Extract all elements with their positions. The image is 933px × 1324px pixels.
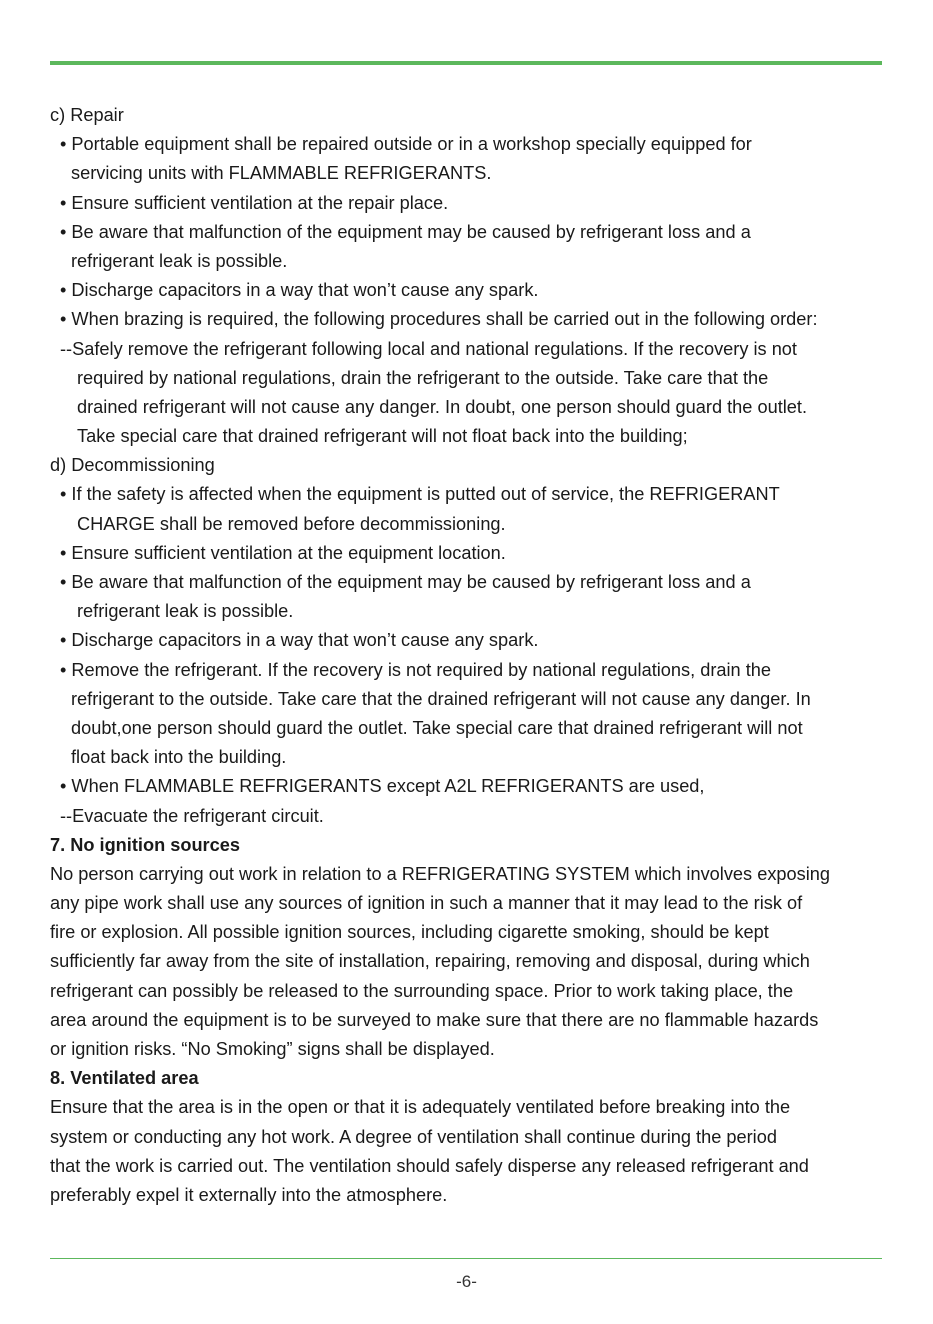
text-line: CHARGE shall be removed before decommissioning.	[77, 513, 506, 534]
text-line: • Portable equipment shall be repaired outside or in a workshop specially equipped for	[60, 134, 752, 155]
text-line: No person carrying out work in relation to a REFRIGERATING SYSTEM which involves exposing	[50, 863, 831, 884]
header-divider	[50, 61, 882, 65]
text-line: • When brazing is required, the following procedures shall be carried out in the following order:	[60, 309, 818, 330]
text-line: • Discharge capacitors in a way that won’t cause any spark.	[60, 280, 539, 301]
text-line: • Ensure sufficient ventilation at the equipment location.	[60, 542, 506, 563]
text-line: Take special care that drained refrigerant will not float back into the building;	[77, 426, 688, 447]
text-line: sufficiently far away from the site of installation, repairing, removing and disposal, during which	[50, 951, 810, 972]
text-line: fire or explosion. All possible ignition sources, including cigarette smoking, should be kept	[50, 922, 769, 943]
text-line: refrigerant leak is possible.	[77, 601, 294, 622]
text-line: area around the equipment is to be surveyed to make sure that there are no flammable hazards	[50, 1009, 819, 1030]
text-line: • When FLAMMABLE REFRIGERANTS except A2L REFRIGERANTS are used,	[60, 776, 705, 797]
section-heading: 8. Ventilated area	[50, 1068, 199, 1089]
text-line: • Be aware that malfunction of the equipment may be caused by refrigerant loss and a	[60, 572, 751, 592]
text-line: • Discharge capacitors in a way that won’t cause any spark.	[60, 630, 539, 651]
page-number: -6-	[456, 1272, 477, 1291]
text-line: servicing units with FLAMMABLE REFRIGERANTS.	[71, 163, 492, 184]
text-line: Ensure that the area is in the open or that it is adequately ventilated before breaking into the	[50, 1097, 791, 1118]
text-line: • Ensure sufficient ventilation at the repair place.	[60, 192, 449, 213]
text-line: required by national regulations, drain the refrigerant to the outside. Take care that the	[77, 367, 769, 388]
text-line: --Evacuate the refrigerant circuit.	[60, 805, 324, 826]
text-line: that the work is carried out. The ventilation should safely disperse any released refrigerant and	[50, 1155, 809, 1176]
text-line: preferably expel it externally into the atmosphere.	[50, 1184, 448, 1205]
text-line: • If the safety is affected when the equipment is putted out of service, the REFRIGERANT	[60, 484, 780, 505]
text-line: refrigerant can possibly be released to the surrounding space. Prior to work taking place, the	[50, 980, 794, 1001]
text-line: or ignition risks. “No Smoking” signs shall be displayed.	[50, 1039, 495, 1059]
text-line: c) Repair	[50, 105, 124, 125]
text-line: • Remove the refrigerant. If the recovery is not required by national regulations, drain the	[60, 659, 772, 680]
text-line: • Be aware that malfunction of the equipment may be caused by refrigerant loss and a	[60, 221, 751, 242]
text-line: float back into the building.	[71, 747, 287, 768]
page-body	[50, 101, 910, 1210]
text-line: system or conducting any hot work. A degree of ventilation shall continue during the period	[50, 1126, 777, 1147]
text-line: doubt,one person should guard the outlet. Take special care that drained refrigerant will not	[71, 717, 803, 738]
text-line: refrigerant leak is possible.	[71, 250, 288, 271]
text-line: d) Decommissioning	[50, 455, 215, 476]
footer-divider	[50, 1258, 882, 1259]
section-heading: 7. No ignition sources	[50, 834, 240, 855]
text-line: any pipe work shall use any sources of ignition in such a manner that it may lead to the risk of	[50, 893, 803, 914]
text-line: --Safely remove the refrigerant following local and national regulations. If the recovery is not	[60, 338, 797, 359]
text-line: refrigerant to the outside. Take care that the drained refrigerant will not cause any danger. In	[71, 688, 811, 709]
text-line: drained refrigerant will not cause any danger. In doubt, one person should guard the outlet.	[77, 396, 808, 417]
